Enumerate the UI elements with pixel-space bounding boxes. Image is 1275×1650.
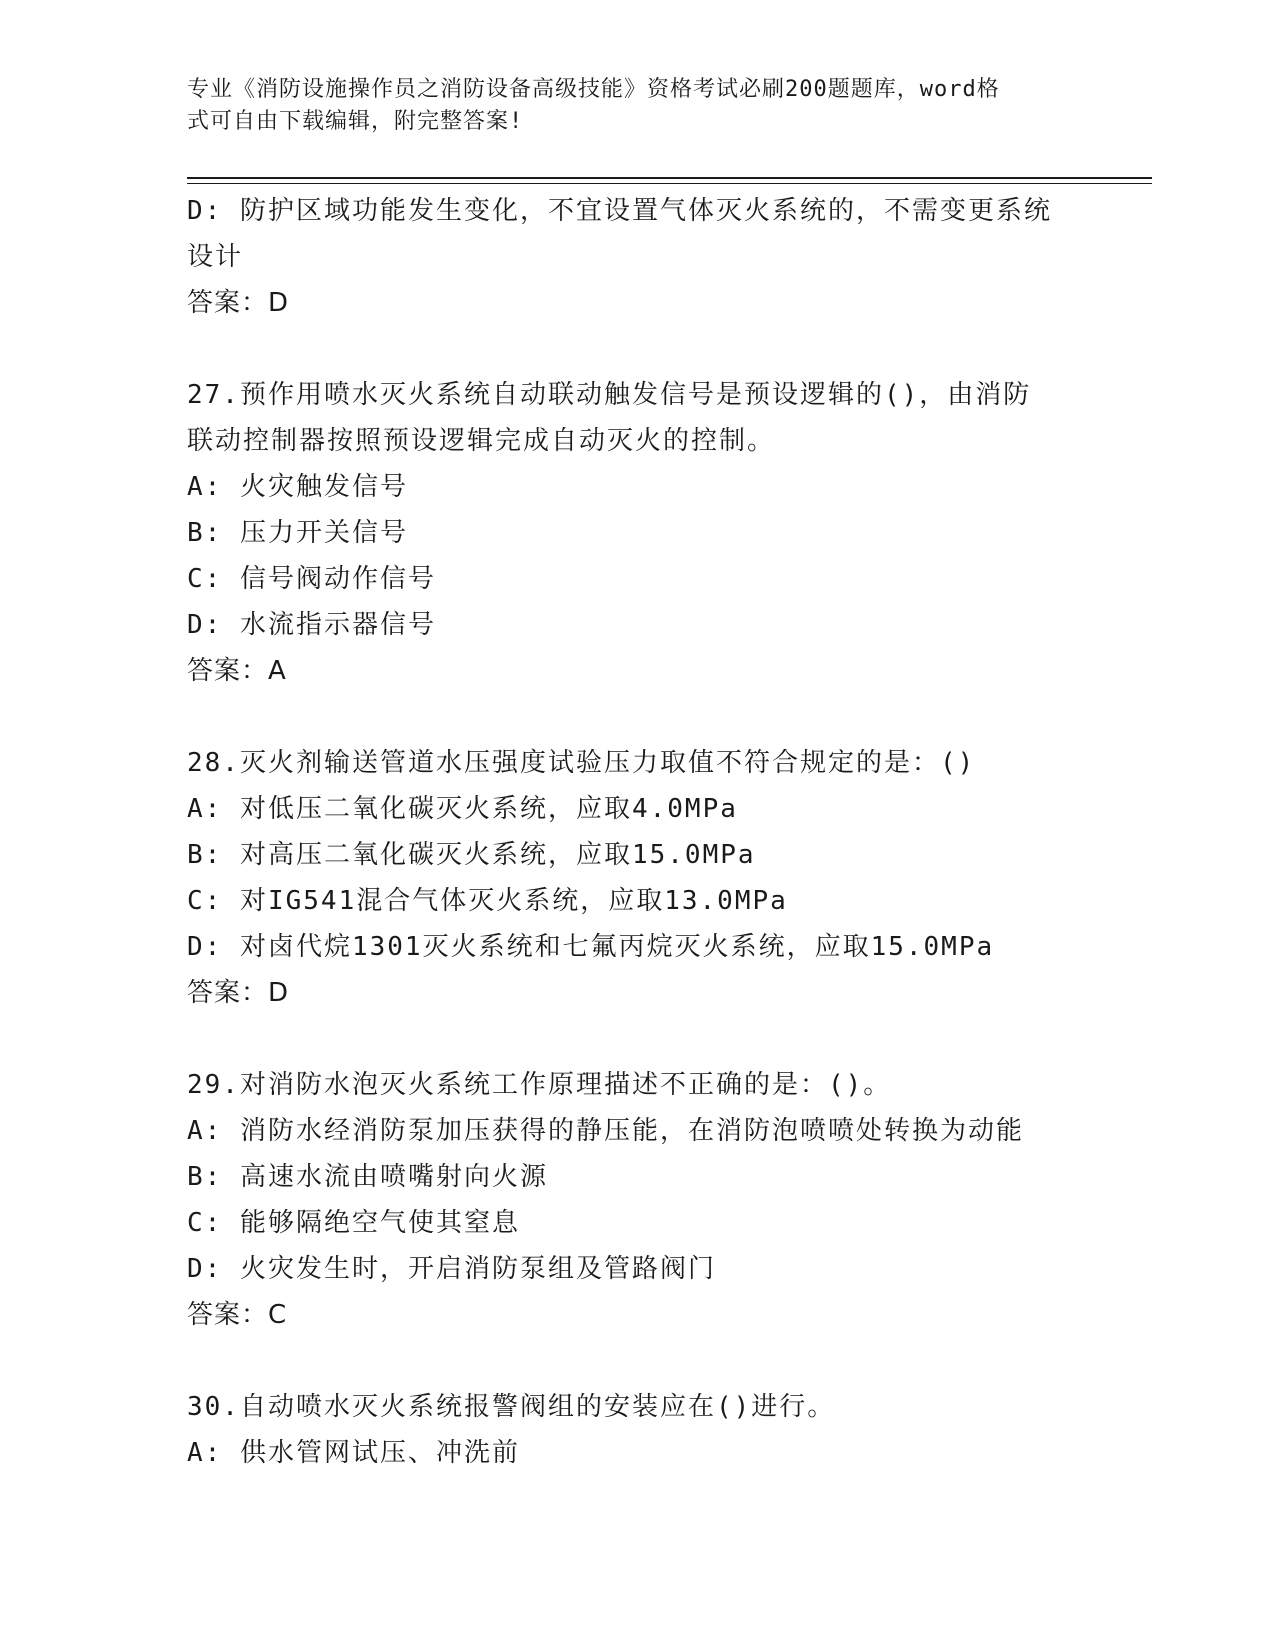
option-a: A: 火灾触发信号: [187, 472, 408, 502]
question-stem-line-1: 27.预作用喷水灭火系统自动联动触发信号是预设逻辑的()，由消防: [187, 380, 1032, 410]
answer-line: 答案：A: [187, 656, 287, 686]
question-28: [187, 740, 1087, 1016]
option-c: C: 能够隔绝空气使其窒息: [187, 1208, 520, 1238]
question-29: [187, 1062, 1087, 1338]
document-header: [187, 74, 1067, 138]
answer-line: 答案：D: [187, 288, 290, 318]
header-divider-thick: [187, 177, 1152, 179]
option-b: B: 对高压二氧化碳灭火系统，应取15.0MPa: [187, 840, 756, 870]
option-d: D: 对卤代烷1301灭火系统和七氟丙烷灭火系统，应取15.0MPa: [187, 932, 995, 962]
spacer: [187, 694, 1087, 740]
header-line-1: 专业《消防设施操作员之消防设备高级技能》资格考试必刷200题题库，word格: [187, 77, 1000, 102]
option-c: C: 对IG541混合气体灭火系统，应取13.0MPa: [187, 886, 788, 916]
option-a: A: 对低压二氧化碳灭火系统，应取4.0MPa: [187, 794, 738, 824]
question-stem: 28.灭火剂输送管道水压强度试验压力取值不符合规定的是：(): [187, 748, 976, 778]
answer-line: 答案：C: [187, 1300, 288, 1330]
spacer: [187, 326, 1087, 372]
option-b: B: 压力开关信号: [187, 518, 408, 548]
option-a: A: 消防水经消防泵加压获得的静压能，在消防泡喷喷处转换为动能: [187, 1116, 1024, 1146]
option-a: A: 供水管网试压、冲洗前: [187, 1438, 520, 1468]
answer-line: 答案：D: [187, 978, 290, 1008]
question-stem: 29.对消防水泡灭火系统工作原理描述不正确的是：()。: [187, 1070, 892, 1100]
question-27: [187, 372, 1087, 694]
header-line-2: 式可自由下载编辑，附完整答案!: [187, 109, 524, 134]
spacer: [187, 1016, 1087, 1062]
option-d-line-2: 设计: [187, 242, 244, 272]
option-d-line-1: D: 防护区域功能发生变化，不宜设置气体灭火系统的，不需变更系统: [187, 196, 1052, 226]
option-d: D: 火灾发生时，开启消防泵组及管路阀门: [187, 1254, 716, 1284]
header-divider-thin: [187, 183, 1152, 184]
option-c: C: 信号阀动作信号: [187, 564, 436, 594]
option-d: D: 水流指示器信号: [187, 610, 436, 640]
option-b: B: 高速水流由喷嘴射向火源: [187, 1162, 548, 1192]
question-list: [187, 188, 1087, 1476]
spacer: [187, 1338, 1087, 1384]
question-stem-line-2: 联动控制器按照预设逻辑完成自动灭火的控制。: [187, 426, 776, 456]
question-stem: 30.自动喷水灭火系统报警阀组的安装应在()进行。: [187, 1392, 836, 1422]
question-26-tail: [187, 188, 1087, 326]
question-30: [187, 1384, 1087, 1476]
